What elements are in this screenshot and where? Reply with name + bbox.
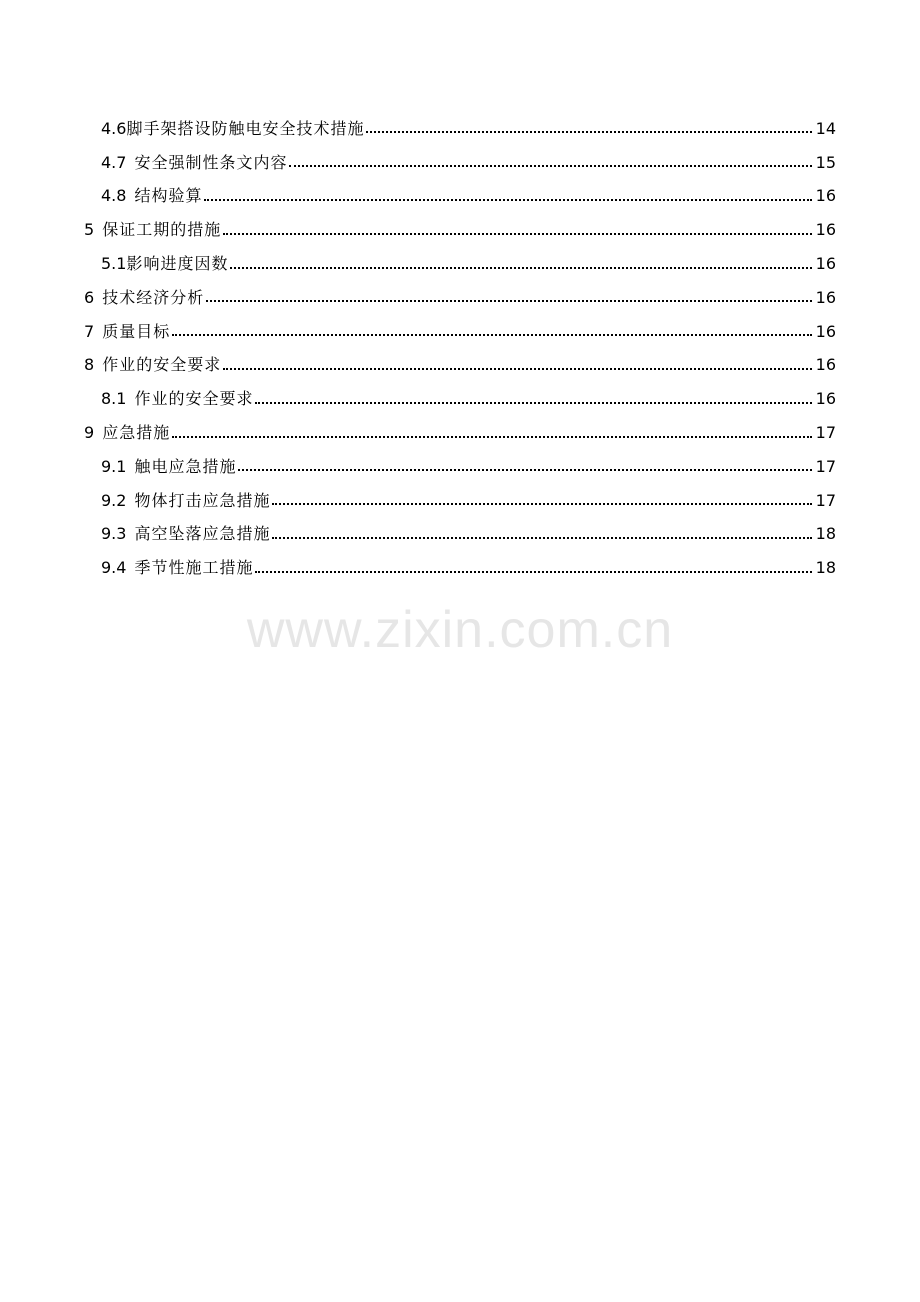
toc-entry-number: 9.4: [101, 558, 127, 578]
toc-entry-title: 作业的安全要求: [102, 355, 222, 375]
toc-entry-5-1[interactable]: [0, 247, 920, 281]
toc-entry-title: 季节性施工措施: [134, 558, 254, 578]
toc-entry-title: 技术经济分析: [102, 287, 205, 307]
toc-entry-number: 9.1: [101, 456, 127, 476]
toc-entry-number: 4.7: [101, 152, 127, 172]
toc-entry-9-3[interactable]: [0, 518, 920, 552]
toc-entry-page: 16: [815, 254, 836, 274]
toc-entry-page: 16: [815, 389, 836, 409]
toc-leader-dots: [204, 199, 812, 201]
toc-entry-page: 16: [815, 287, 836, 307]
toc-entry-8-1[interactable]: [0, 382, 920, 416]
toc-leader-dots: [289, 165, 812, 167]
toc-entry-title: 物体打击应急措施: [134, 490, 271, 510]
toc-entry-4-7[interactable]: [0, 146, 920, 180]
toc-entry-page: 14: [815, 118, 836, 138]
toc-entry-9-1[interactable]: [0, 450, 920, 484]
toc-entry-page: 16: [815, 355, 836, 375]
toc-leader-dots: [272, 503, 812, 505]
toc-entry-9-4[interactable]: [0, 551, 920, 585]
toc-entry-number: 5.1: [101, 254, 127, 274]
toc-leader-dots: [172, 334, 812, 336]
toc-entry-page: 17: [815, 490, 836, 510]
toc-entry-8[interactable]: [0, 349, 920, 383]
toc-entry-title: 应急措施: [102, 423, 171, 443]
toc-entry-number: 4.6: [101, 118, 127, 138]
toc-entry-number: 7: [84, 321, 95, 341]
toc-entry-title: 脚手架搭设防触电安全技术措施: [126, 118, 365, 138]
toc-entry-number: 9: [84, 423, 95, 443]
toc-entry-title: 保证工期的措施: [102, 220, 222, 240]
toc-entry-number: 9.3: [101, 524, 127, 544]
toc-leader-dots: [206, 300, 812, 302]
toc-entry-6[interactable]: [0, 281, 920, 315]
toc-leader-dots: [223, 368, 812, 370]
toc-entry-page: 18: [815, 524, 836, 544]
toc-entry-number: 9.2: [101, 490, 127, 510]
toc-entry-4-6[interactable]: [0, 112, 920, 146]
toc-entry-title: 安全强制性条文内容: [134, 152, 288, 172]
toc-entry-page: 17: [815, 456, 836, 476]
toc-entry-number: 4.8: [101, 186, 127, 206]
toc-entry-number: 6: [84, 287, 95, 307]
toc-leader-dots: [223, 233, 812, 235]
toc-entry-4-8[interactable]: [0, 180, 920, 214]
toc-entry-page: 16: [815, 321, 836, 341]
toc-entry-title: 质量目标: [102, 321, 171, 341]
toc-entry-page: 17: [815, 423, 836, 443]
toc-entry-9[interactable]: [0, 416, 920, 450]
toc-entry-5[interactable]: [0, 213, 920, 247]
toc-leader-dots: [255, 402, 812, 404]
toc-leader-dots: [230, 267, 812, 269]
toc-leader-dots: [172, 436, 812, 438]
toc-entry-title: 影响进度因数: [126, 254, 229, 274]
toc-entry-title: 作业的安全要求: [134, 389, 254, 409]
toc-entry-title: 高空坠落应急措施: [134, 524, 271, 544]
table-of-contents: [0, 112, 920, 585]
toc-entry-title: 触电应急措施: [134, 456, 237, 476]
toc-entry-page: 16: [815, 186, 836, 206]
toc-entry-number: 8: [84, 355, 95, 375]
toc-entry-9-2[interactable]: [0, 484, 920, 518]
toc-entry-page: 16: [815, 220, 836, 240]
toc-entry-title: 结构验算: [134, 186, 203, 206]
watermark: www.zixin.com.cn: [246, 601, 674, 659]
toc-leader-dots: [272, 537, 812, 539]
toc-leader-dots: [366, 131, 812, 133]
toc-leader-dots: [255, 571, 812, 573]
toc-entry-number: 5: [84, 220, 95, 240]
toc-entry-page: 18: [815, 558, 836, 578]
toc-entry-page: 15: [815, 152, 836, 172]
toc-entry-number: 8.1: [101, 389, 127, 409]
toc-leader-dots: [238, 469, 812, 471]
toc-entry-7[interactable]: [0, 315, 920, 349]
